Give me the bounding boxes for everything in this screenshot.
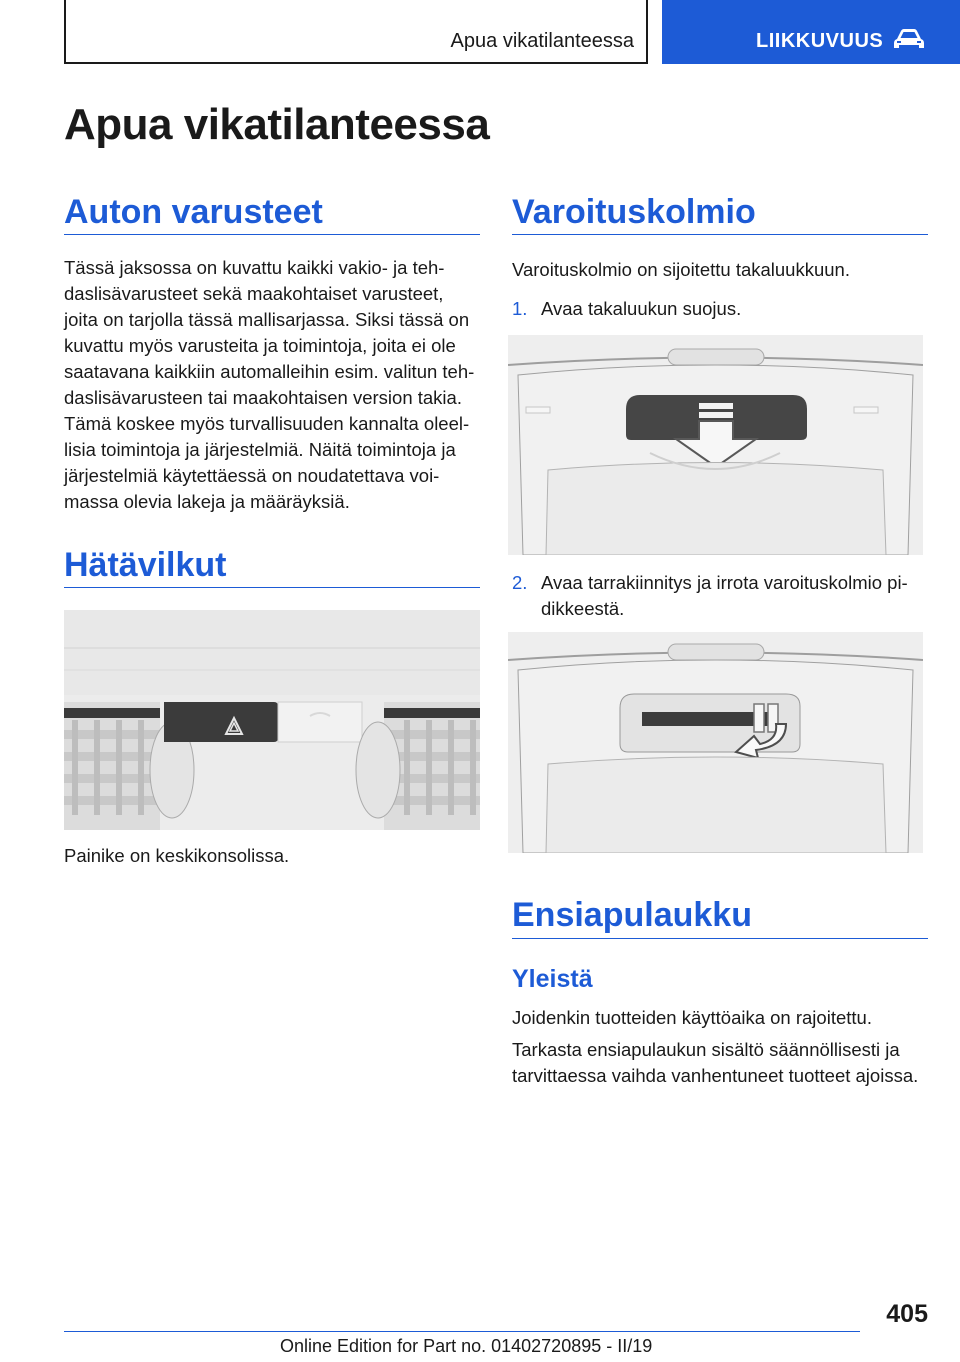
step-2	[512, 570, 928, 622]
section-heading-hazard: Hätävilkut	[64, 546, 227, 584]
first-aid-paragraph-2: Tarkasta ensiapulaukun sisältö säännöllisesti ja tarvittaessa vaihda vanhentuneet tuotteet ajoissa.	[512, 1039, 919, 1086]
step-1	[512, 296, 928, 322]
tailgate-cover-illustration	[508, 335, 923, 555]
footer-edition: Online Edition for Part no. 01402720895 - II/19	[280, 1336, 653, 1356]
warning-triangle-holder-illustration	[508, 632, 923, 853]
equipment-body	[64, 255, 482, 515]
section-rule	[512, 938, 928, 939]
page-title: Apua vikatilanteessa	[64, 100, 490, 149]
page-number: 405	[886, 1300, 928, 1328]
header-section-box	[64, 0, 648, 64]
hazard-caption: Painike on keskikonsolissa.	[64, 845, 290, 866]
step-number: 2.	[512, 572, 528, 593]
header-chapter-tab[interactable]	[662, 0, 960, 64]
triangle-intro: Varoituskolmio on sijoitettu takaluukkuun.	[512, 259, 850, 280]
section-rule	[64, 587, 480, 588]
step-number: 1.	[512, 298, 528, 319]
header-section-title: Apua vikatilanteessa	[450, 30, 634, 52]
header-chapter-label: LIIKKUVUUS	[756, 30, 884, 52]
section-heading-first-aid: Ensiapulaukku	[512, 896, 752, 934]
section-heading-warning-triangle: Varoituskolmio	[512, 193, 756, 231]
section-heading-equipment: Auton varusteet	[64, 193, 323, 231]
step-text: Avaa takaluukun suojus.	[541, 298, 742, 319]
section-rule	[64, 234, 480, 235]
car-icon	[892, 26, 926, 52]
footer-rule	[64, 1331, 860, 1332]
hazard-button	[164, 702, 278, 742]
section-rule	[512, 234, 928, 235]
equipment-paragraph: Tässä jaksossa on kuvattu kaikki vakio- ja teh-daslisävarusteet sekä maakohtaiset varusteet, joita on tarjolla tässä mallisarjassa. Siksi tässä on kuvattu myös varusteita ja toimintoja, joita ei ole saatavana kaikkiin automalleihin esim. valitun teh-daslisävarusteen tai maakohtaisen version takia. Tämä koskee myös turvallisuuden kannalta oleel-lisia toimintoja ja järjestelmiä. Näitä toimintoja ja järjestelmiä käytettäessä on noudatettava voi-massa olevia lakeja ja määräyksiä.	[64, 257, 475, 512]
hazard-warning-button-illustration	[64, 610, 480, 830]
step-text: Avaa tarrakiinnitys ja irrota varoituskolmio pi-dikkeestä.	[541, 572, 908, 619]
first-aid-paragraph-1: Joidenkin tuotteiden käyttöaika on rajoitettu.	[512, 1007, 872, 1028]
subheading-general: Yleistä	[512, 965, 593, 993]
